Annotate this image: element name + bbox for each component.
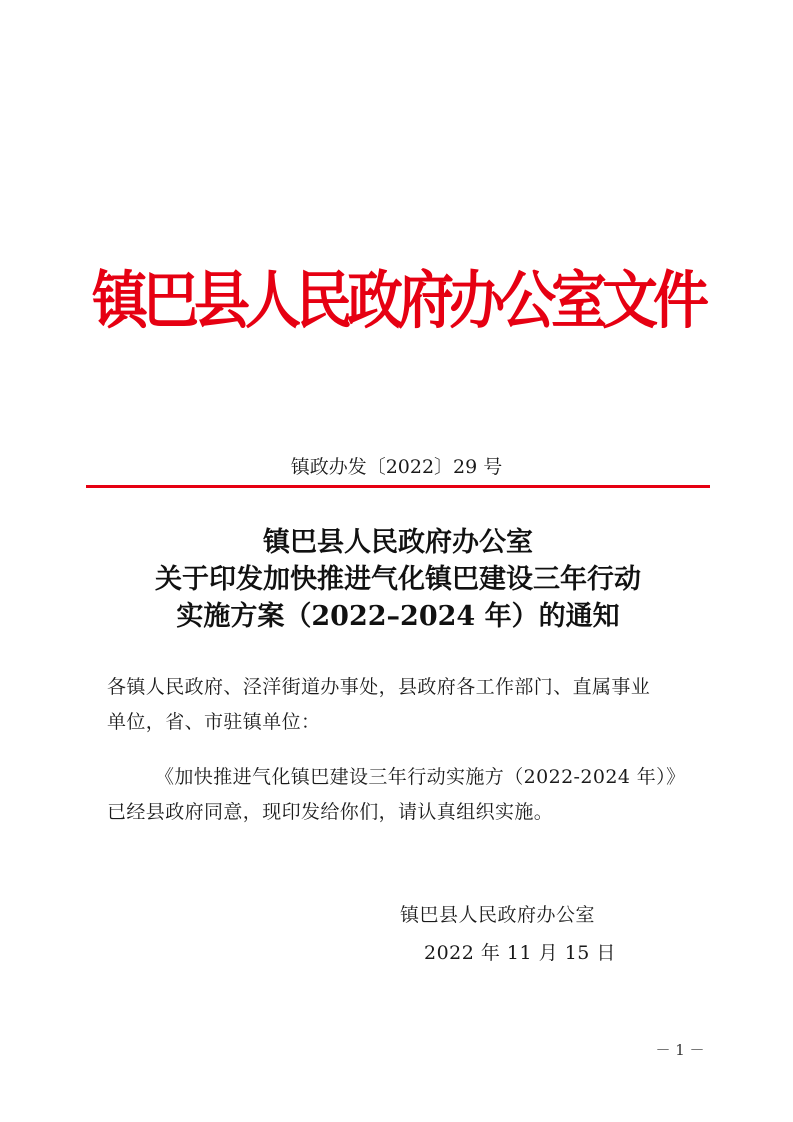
red-divider-line <box>86 485 710 488</box>
paragraph-line-1: 《加快推进气化镇巴建设三年行动实施方（2022-2024 年）》 <box>155 766 686 788</box>
title-line-2: 关于印发加快推进气化镇巴建设三年行动 <box>155 564 641 595</box>
signature-block <box>400 896 640 972</box>
addressee-block <box>107 670 707 740</box>
masthead-title: 镇巴县人民政府办公室文件 <box>92 265 704 338</box>
signature-organization: 镇巴县人民政府办公室 <box>400 904 596 926</box>
document-number: 镇政办发〔2022〕29 号 <box>290 456 503 478</box>
signature-date: 2022 年 11 月 15 日 <box>424 942 616 964</box>
addressee-line-2: 单位，省、市驻镇单位： <box>107 711 321 733</box>
addressee-line-1: 各镇人民政府、泾洋街道办事处，县政府各工作部门、直属事业 <box>107 676 651 698</box>
title-line-1: 镇巴县人民政府办公室 <box>263 527 533 558</box>
paragraph-line-2: 已经县政府同意，现印发给你们，请认真组织实施。 <box>107 801 554 823</box>
page-number: － 1 － <box>655 1041 705 1059</box>
title-line-3: 实施方案（2022–2024 年）的通知 <box>176 601 620 632</box>
notice-title <box>86 524 710 635</box>
body-paragraph <box>107 760 707 830</box>
